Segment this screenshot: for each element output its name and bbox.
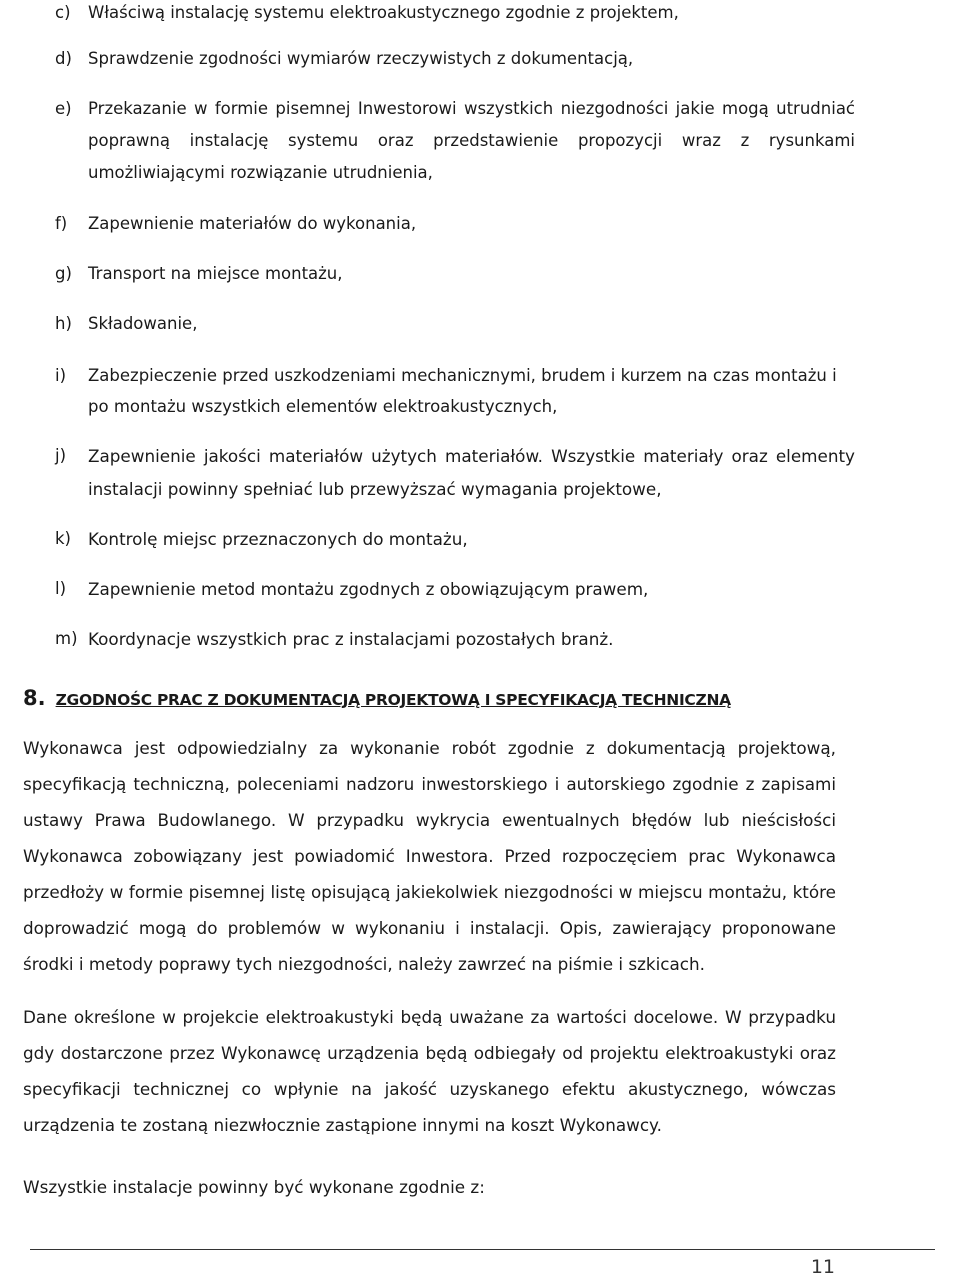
list-item <box>55 573 855 606</box>
list-item-text: Przekazanie w formie pisemnej Inwestorowi wszystkich niezgodności jakie mogą utrudniać poprawną instalację systemu oraz przedstawienie propozycji wraz z rysunkami umożliwiającymi rozwiązanie utrudnienia, <box>88 99 855 182</box>
list-item-text: Sprawdzenie zgodności wymiarów rzeczywistych z dokumentacją, <box>88 49 634 68</box>
list-item <box>55 623 855 656</box>
body-paragraph: Wykonawca jest odpowiedzialny za wykonanie robót zgodnie z dokumentacją projektową, specyfikacją techniczną, poleceniami nadzoru inwestorskiego i autorskiego zgodnie z zapisami ustawy Prawa Budowlanego. W przypadku wykrycia ewentualnych błędów lub nieścisłości Wykonawca zobowiązany jest powiadomić Inwestora. Przed rozpoczęciem prac Wykonawca przedłoży w formie pisemnej listę opisującą jakiekolwiek niezgodności w miejscu montażu, które doprowadzić mogą do problemów w wykonaniu i instalacji. Opis, zawierający proponowane środki i metody poprawy tych niezgodności, należy zawrzeć na piśmie i szkicach. <box>23 738 836 974</box>
list-item <box>55 523 855 556</box>
list-item-text: Właściwą instalację systemu elektroakustycznego zgodnie z projektem, <box>88 3 679 22</box>
list-item-text: Koordynacje wszystkich prac z instalacjami pozostałych branż. <box>88 629 614 649</box>
page-number: 11 <box>810 1256 835 1278</box>
list-item-text: Zapewnienie jakości materiałów użytych materiałów. Wszystkie materiały oraz elementy instalacji powinny spełniać lub przewyższać wymagania projektowe, <box>88 446 855 499</box>
list-marker: k) <box>55 529 71 548</box>
list-item-text: Zapewnienie materiałów do wykonania, <box>88 214 417 233</box>
list-item <box>55 93 855 189</box>
list-marker: e) <box>55 99 72 118</box>
list-marker: m) <box>55 629 78 648</box>
list-item <box>55 440 855 506</box>
list-marker: c) <box>55 3 71 22</box>
list-marker: d) <box>55 49 72 68</box>
list-marker: f) <box>55 214 68 233</box>
list-item-text: Zabezpieczenie przed uszkodzeniami mechanicznymi, brudem i kurzem na czas montażu i po montażu wszystkich elementów elektroakustycznych, <box>88 366 837 416</box>
list-marker: j) <box>55 446 67 465</box>
footer-divider <box>30 1249 935 1250</box>
list-item <box>55 0 855 29</box>
list-marker: g) <box>55 264 72 283</box>
list-item-text: Zapewnienie metod montażu zgodnych z obowiązującym prawem, <box>88 579 649 599</box>
section-heading <box>23 686 923 710</box>
list-item <box>55 360 855 422</box>
list-item-text: Transport na miejsce montażu, <box>88 264 343 283</box>
list-marker: l) <box>55 579 67 598</box>
body-paragraph: Dane określone w projekcie elektroakustyki będą uważane za wartości docelowe. W przypadku gdy dostarczone przez Wykonawcę urządzenia będą odbiegały od projektu elektroakustyki oraz specyfikacji technicznej co wpłynie na jakość uzyskanego efektu akustycznego, wówczas urządzenia te zostaną niezwłocznie zastąpione innymi na koszt Wykonawcy. <box>23 1007 836 1135</box>
list-item-text: Składowanie, <box>88 314 198 333</box>
section-number: 8. <box>23 686 46 710</box>
list-item <box>55 258 855 290</box>
list-item <box>55 43 855 75</box>
list-item-text: Kontrolę miejsc przeznaczonych do montażu, <box>88 529 468 549</box>
list-item <box>55 308 855 340</box>
body-paragraph: Wszystkie instalacje powinny być wykonane zgodnie z: <box>23 1177 485 1197</box>
list-marker: i) <box>55 366 67 385</box>
list-marker: h) <box>55 314 72 333</box>
list-item <box>55 208 855 240</box>
section-title: ZGODNOŚC PRAC Z DOKUMENTACJĄ PROJEKTOWĄ I SPECYFIKACJĄ TECHNICZNĄ <box>55 691 731 709</box>
